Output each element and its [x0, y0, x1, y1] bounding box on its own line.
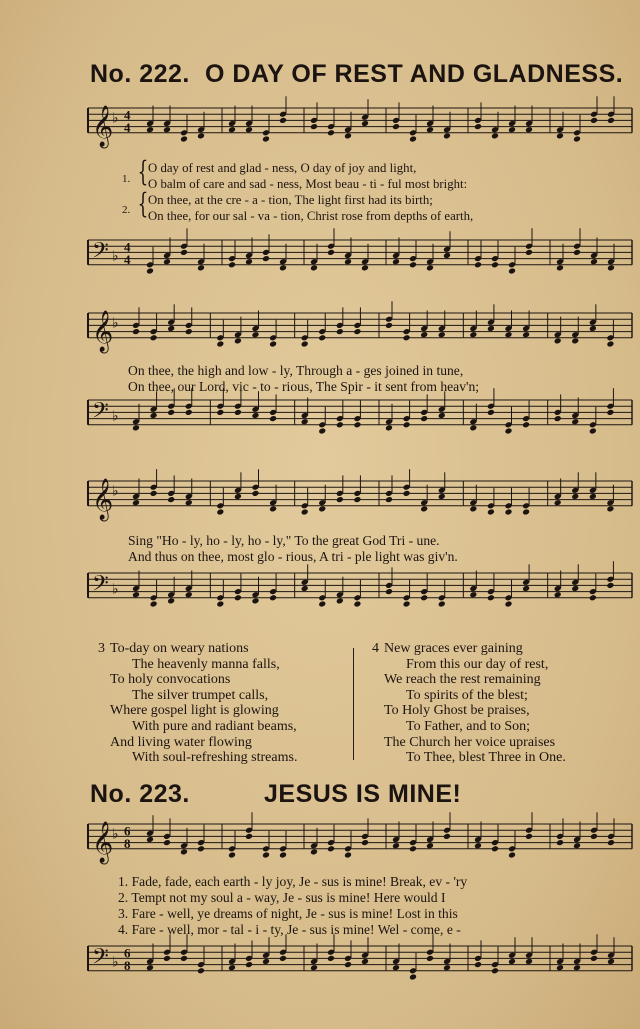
note-heads	[146, 228, 615, 274]
verse-brace-1: {	[137, 155, 149, 188]
bass-staff-1	[88, 100, 632, 300]
flat-icon: ♭	[112, 409, 119, 425]
stanza-line: To Holy Ghost be praises,	[384, 703, 530, 719]
music-system-1	[88, 100, 632, 280]
flat-icon: ♭	[112, 582, 119, 598]
time-signature-bottom: 4	[124, 119, 131, 135]
stanza-line: To Father, and to Son;	[406, 718, 531, 734]
stanza-number: 4	[372, 641, 379, 656]
note-heads	[146, 934, 615, 980]
time-signature-bottom: 8	[124, 957, 131, 973]
bass-clef-icon: 𝄢	[92, 944, 109, 975]
bass-clef-icon: 𝄢	[92, 571, 109, 602]
treble-clef-icon: 𝄞	[92, 105, 114, 147]
lyric-line: 3. Fare - well, ye dreams of night, Je - sus is mine! Lost in this	[118, 906, 458, 921]
note-heads	[132, 561, 614, 607]
bass-clef-icon: 𝄢	[92, 238, 109, 269]
time-signature-top: 6	[124, 945, 131, 961]
bass-staff-4	[88, 816, 632, 1026]
hymn-222-number: No. 222.	[90, 60, 190, 88]
hymn-222-title: O DAY OF REST AND GLADNESS.	[205, 60, 624, 88]
lyric-line: O balm of care and sad - ness, Most beau - ti - ful most bright:	[148, 177, 468, 191]
music-system-2	[88, 305, 632, 455]
lyric-line: 2. Tempt not my soul a - way, Je - sus is mine! Here would I	[118, 890, 446, 905]
stanza-number: 3	[98, 641, 105, 656]
hymn-223-number: No. 223.	[90, 780, 190, 808]
verse-number-1: 1.	[122, 173, 131, 185]
bass-clef-icon: 𝄢	[92, 398, 109, 429]
treble-clef-icon: 𝄞	[92, 478, 114, 520]
bass-staff-2	[88, 305, 632, 455]
stanza-line: With soul-refreshing streams.	[132, 750, 298, 766]
lyric-line: And thus on thee, most glo - rious, A tri - ple light was giv'n.	[128, 549, 458, 564]
stanza-line: We reach the rest remaining	[384, 672, 541, 688]
stanza-3	[98, 641, 298, 766]
note-heads	[132, 388, 614, 434]
flat-icon: ♭	[112, 316, 119, 332]
lyric-line: 1. Fade, fade, each earth - ly joy, Je - sus is mine! Break, ev - 'ry	[118, 874, 468, 889]
stanza-line: The heavenly manna falls,	[132, 656, 280, 672]
lyric-line: Sing "Ho - ly, ho - ly, ho - ly," To the great God Tri - une.	[128, 533, 440, 548]
time-signature-top: 4	[124, 107, 131, 123]
stanza-line: And living water flowing	[110, 734, 252, 750]
stanza-line: To holy convocations	[110, 672, 231, 688]
lyric-line: On thee, the high and low - ly, Through a - ges joined in tune,	[128, 363, 464, 378]
stanza-line: To-day on weary nations	[110, 641, 249, 656]
treble-clef-icon: 𝄞	[92, 821, 114, 863]
stanza-line: To Thee, blest Three in One.	[406, 750, 566, 766]
time-signature-bottom: 4	[124, 251, 131, 267]
stanza-line: To spirits of the blest;	[406, 687, 528, 703]
time-signature-top: 4	[124, 239, 131, 255]
flat-icon: ♭	[112, 484, 119, 500]
flat-icon: ♭	[112, 249, 119, 265]
flat-icon: ♭	[112, 955, 119, 971]
music-system-4	[88, 816, 632, 1026]
flat-icon: ♭	[112, 111, 119, 127]
lyric-line: O day of rest and glad - ness, O day of joy and light,	[148, 161, 417, 175]
stanza-line: The Church her voice upraises	[384, 734, 556, 750]
time-signature-top: 6	[124, 823, 131, 839]
lyric-line: On thee, our Lord, vic - to - rious, The Spir - it sent from heav'n;	[128, 379, 480, 394]
treble-clef-icon: 𝄞	[92, 310, 114, 352]
stanza-line: Where gospel light is glowing	[110, 703, 279, 719]
time-signature-bottom: 8	[124, 835, 131, 851]
stanza-line: From this our day of rest,	[406, 656, 549, 672]
stanza-line: With pure and radiant beams,	[132, 718, 297, 734]
stanza-4	[372, 641, 566, 766]
lyric-line: 4. Fare - well, mor - tal - i - ty, Je - sus is mine! Wel - come, e -	[118, 922, 461, 937]
stanza-line: The silver trumpet calls,	[132, 687, 269, 703]
verse-number-2: 2.	[122, 204, 131, 216]
lyric-line: On thee, at the cre - a - tion, The light first had its birth;	[148, 193, 433, 207]
stanza-divider	[353, 648, 354, 760]
flat-icon: ♭	[112, 827, 119, 843]
hymn-223-title: JESUS IS MINE!	[264, 780, 462, 808]
stanza-line: New graces ever gaining	[384, 641, 523, 656]
verse-brace-2: {	[137, 187, 149, 220]
lyric-line: On thee, for our sal - va - tion, Christ rose from depths of earth,	[148, 209, 474, 223]
bass-staff-3	[88, 473, 632, 623]
music-system-3	[88, 473, 632, 623]
